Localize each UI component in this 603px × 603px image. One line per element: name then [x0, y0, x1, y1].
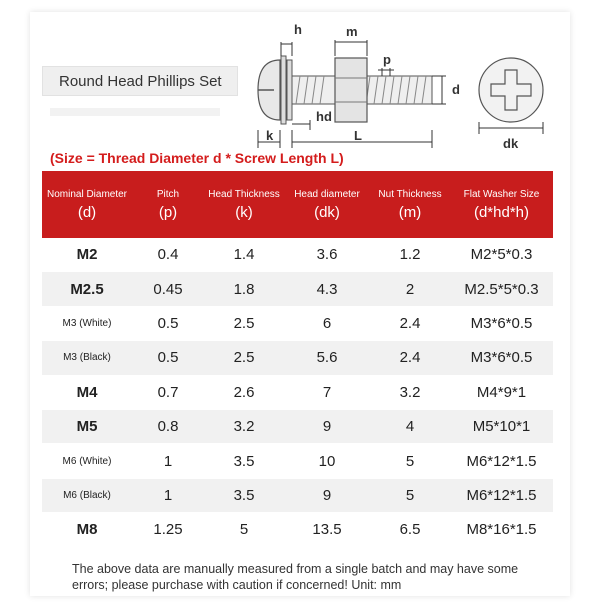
cell-m: 2.4: [370, 306, 450, 340]
cell-p: 0.8: [132, 409, 204, 443]
cell-k: 3.2: [204, 409, 284, 443]
cell-d: M6 (Black): [42, 478, 132, 512]
table-row: [42, 444, 553, 478]
cell-p: 1.25: [132, 513, 204, 547]
table-row: [42, 272, 553, 306]
screw-diagram: [250, 20, 570, 155]
header-head-thickness: Head Thickness (k): [204, 171, 284, 238]
header-head-diameter: Head diameter (dk): [284, 171, 370, 238]
cell-w: M2.5*5*0.3: [450, 272, 553, 306]
cell-w: M3*6*0.5: [450, 341, 553, 375]
cell-d: M5: [42, 409, 132, 443]
cell-dk: 5.6: [284, 341, 370, 375]
cell-m: 4: [370, 409, 450, 443]
label-dk: dk: [503, 136, 519, 151]
spec-table: [42, 171, 553, 548]
cell-k: 5: [204, 513, 284, 547]
cell-w: M3*6*0.5: [450, 306, 553, 340]
cell-p: 1: [132, 444, 204, 478]
cell-m: 3.2: [370, 375, 450, 409]
cell-m: 2: [370, 272, 450, 306]
cell-w: M6*12*1.5: [450, 478, 553, 512]
cell-d: M8: [42, 513, 132, 547]
cell-d: M6 (White): [42, 444, 132, 478]
cell-w: M4*9*1: [450, 375, 553, 409]
cell-dk: 6: [284, 306, 370, 340]
cell-dk: 4.3: [284, 272, 370, 306]
cell-m: 2.4: [370, 341, 450, 375]
cell-m: 6.5: [370, 513, 450, 547]
cell-m: 1.2: [370, 238, 450, 272]
size-formula-subtitle: (Size = Thread Diameter d * Screw Length L): [50, 150, 344, 166]
cell-d: M2.5: [42, 272, 132, 306]
cell-dk: 3.6: [284, 238, 370, 272]
cell-k: 1.4: [204, 238, 284, 272]
table-row: [42, 513, 553, 547]
label-hd: hd: [316, 109, 332, 124]
cell-d: M3 (Black): [42, 341, 132, 375]
cell-k: 3.5: [204, 444, 284, 478]
cell-dk: 9: [284, 478, 370, 512]
label-d: d: [452, 82, 460, 97]
table-row: [42, 375, 553, 409]
cell-d: M3 (White): [42, 306, 132, 340]
header-nut-thickness: Nut Thickness (m): [370, 171, 450, 238]
label-p: p: [383, 52, 391, 67]
table-row: [42, 306, 553, 340]
table-row: [42, 238, 553, 272]
cell-p: 0.4: [132, 238, 204, 272]
cell-p: 0.5: [132, 306, 204, 340]
cell-dk: 9: [284, 409, 370, 443]
cell-w: M5*10*1: [450, 409, 553, 443]
cell-k: 1.8: [204, 272, 284, 306]
header-pitch: Pitch (p): [132, 171, 204, 238]
label-m: m: [346, 24, 358, 39]
cell-w: M8*16*1.5: [450, 513, 553, 547]
faint-caption-bar: [50, 108, 220, 116]
label-L: L: [354, 128, 362, 143]
cell-w: M2*5*0.3: [450, 238, 553, 272]
cell-p: 0.7: [132, 375, 204, 409]
cell-w: M6*12*1.5: [450, 444, 553, 478]
cell-m: 5: [370, 444, 450, 478]
cell-p: 0.45: [132, 272, 204, 306]
label-k: k: [266, 128, 274, 143]
cell-d: M2: [42, 238, 132, 272]
label-h: h: [294, 22, 302, 37]
cell-k: 3.5: [204, 478, 284, 512]
disclaimer-note: The above data are manually measured from a single batch and may have some errors; please purchase with caution if concerned! Unit: mm: [72, 562, 519, 592]
cell-k: 2.6: [204, 375, 284, 409]
table-body: [42, 238, 553, 547]
cell-k: 2.5: [204, 341, 284, 375]
cell-p: 0.5: [132, 341, 204, 375]
cell-k: 2.5: [204, 306, 284, 340]
table-row: [42, 341, 553, 375]
table-row: [42, 478, 553, 512]
header-nominal-diameter: Nominal Diameter (d): [42, 171, 132, 238]
cell-d: M4: [42, 375, 132, 409]
cell-dk: 13.5: [284, 513, 370, 547]
header-flat-washer-size: Flat Washer Size (d*hd*h): [450, 171, 553, 238]
cell-dk: 7: [284, 375, 370, 409]
table-row: [42, 409, 553, 443]
table-header-row: [42, 171, 553, 238]
product-title: Round Head Phillips Set: [42, 66, 238, 96]
cell-p: 1: [132, 478, 204, 512]
cell-dk: 10: [284, 444, 370, 478]
cell-m: 5: [370, 478, 450, 512]
